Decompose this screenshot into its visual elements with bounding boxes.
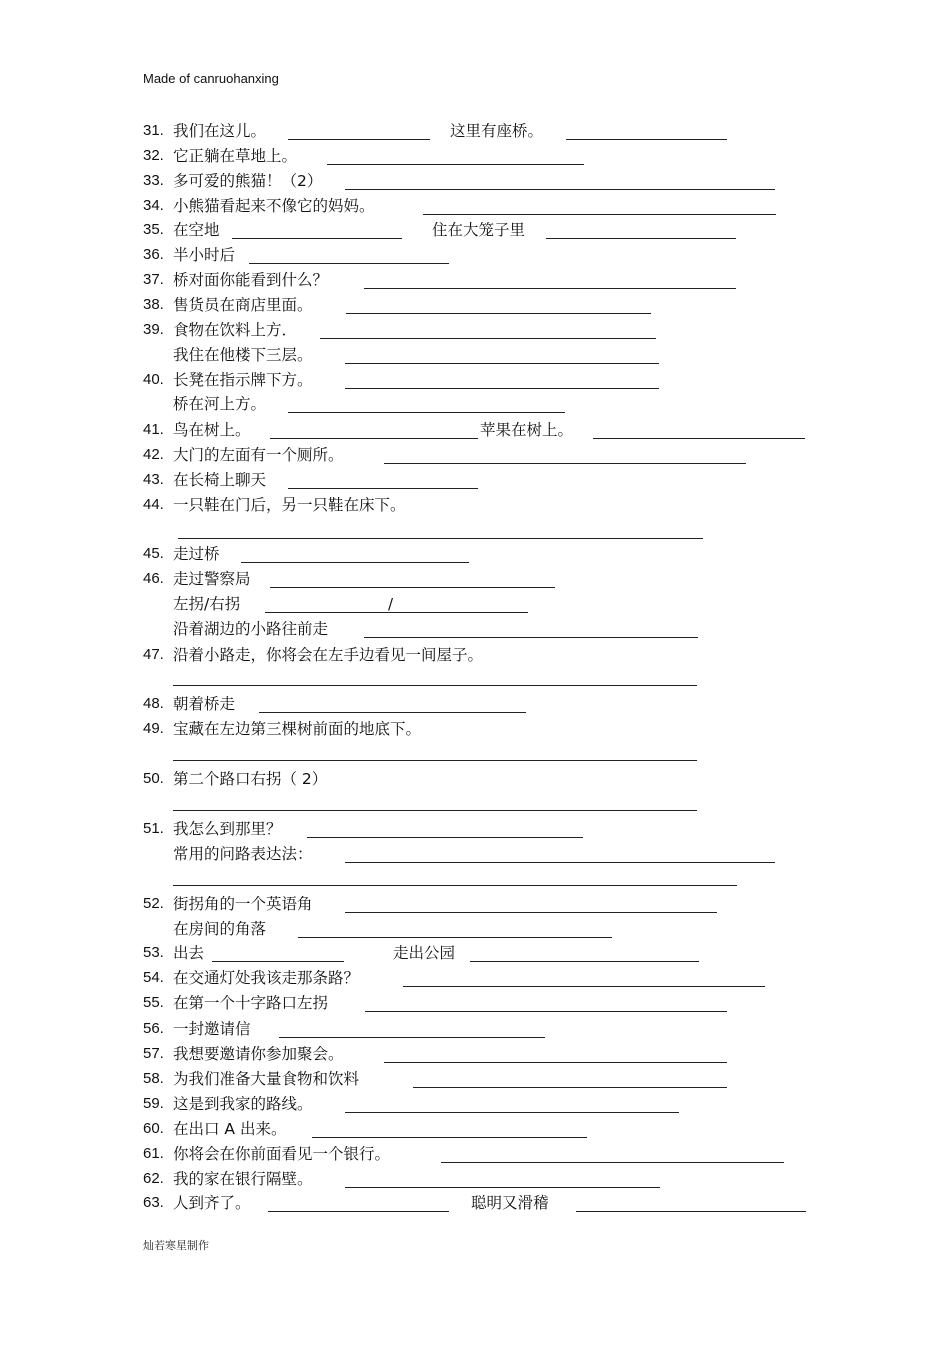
exercise-item bbox=[0, 1068, 950, 1090]
item-prompt: 我们在这儿。 bbox=[173, 122, 267, 140]
exercise-item bbox=[0, 219, 950, 241]
exercise-item bbox=[0, 843, 950, 865]
item-prompt: 街拐角的一个英语角 bbox=[173, 895, 313, 913]
item-number: 53. bbox=[143, 944, 164, 961]
exercise-item bbox=[0, 893, 950, 915]
exercise-item bbox=[0, 494, 950, 516]
answer-blank-line[interactable] bbox=[384, 463, 746, 464]
exercise-item bbox=[0, 195, 950, 217]
item-number: 40. bbox=[143, 371, 164, 388]
item-prompt-secondary: 这里有座桥。 bbox=[450, 122, 544, 140]
answer-blank-line[interactable] bbox=[232, 238, 402, 239]
item-number: 45. bbox=[143, 545, 164, 562]
item-prompt: 半小时后 bbox=[173, 246, 236, 264]
answer-blank-line[interactable] bbox=[320, 338, 656, 339]
answer-blank-line[interactable] bbox=[345, 388, 659, 389]
exercise-item bbox=[0, 543, 950, 565]
answer-blank-line[interactable] bbox=[270, 587, 555, 588]
exercise-item bbox=[0, 568, 950, 590]
item-prompt: 在第一个十字路口左拐 bbox=[173, 994, 329, 1012]
item-prompt: 我住在他楼下三层。 bbox=[173, 346, 313, 364]
item-number: 55. bbox=[143, 994, 164, 1011]
answer-blank-line[interactable] bbox=[423, 214, 776, 215]
item-number: 60. bbox=[143, 1120, 164, 1137]
exercise-item bbox=[0, 1093, 950, 1115]
item-number: 61. bbox=[143, 1145, 164, 1162]
answer-blank-line[interactable] bbox=[345, 363, 659, 364]
item-prompt: 沿着小路走，你将会在左手边看见一间屋子。 bbox=[173, 646, 484, 664]
item-prompt: 出去 bbox=[173, 944, 205, 962]
item-prompt-secondary: 聪明又滑稽 bbox=[471, 1194, 549, 1212]
answer-blank-line[interactable] bbox=[312, 1137, 587, 1138]
answer-blank-line[interactable] bbox=[279, 1037, 545, 1038]
item-number: 56. bbox=[143, 1020, 164, 1037]
exercise-item bbox=[0, 593, 950, 615]
exercise-item bbox=[0, 1168, 950, 1190]
item-prompt: 在出口 A 出来。 bbox=[173, 1120, 287, 1138]
exercise-item bbox=[0, 992, 950, 1014]
item-number: 31. bbox=[143, 122, 164, 139]
exercise-item bbox=[0, 618, 950, 640]
item-number: 34. bbox=[143, 197, 164, 214]
item-prompt: 我怎么到那里？ bbox=[173, 820, 282, 838]
item-prompt: 桥在河上方。 bbox=[173, 395, 267, 413]
answer-blank-line[interactable] bbox=[307, 837, 583, 838]
item-prompt: 左拐/右拐 bbox=[173, 595, 241, 613]
item-number: 43. bbox=[143, 471, 164, 488]
item-number: 39. bbox=[143, 321, 164, 338]
exercise-item bbox=[0, 942, 950, 964]
answer-blank-line[interactable] bbox=[259, 712, 526, 713]
exercise-item bbox=[0, 170, 950, 192]
exercise-item bbox=[0, 1192, 950, 1214]
answer-blank-line[interactable] bbox=[288, 412, 565, 413]
answer-blank-line[interactable] bbox=[345, 862, 775, 863]
exercise-item bbox=[0, 393, 950, 415]
item-prompt-secondary: 住在大笼子里 bbox=[432, 221, 526, 239]
exercise-item bbox=[0, 419, 950, 441]
exercise-item bbox=[0, 1118, 950, 1140]
item-prompt: 朝着桥走 bbox=[173, 695, 236, 713]
exercise-item bbox=[0, 1018, 950, 1040]
answer-blank-line[interactable] bbox=[241, 562, 469, 563]
item-number: 42. bbox=[143, 446, 164, 463]
exercise-item bbox=[0, 768, 950, 790]
answer-blank-line[interactable] bbox=[327, 164, 584, 165]
exercise-item bbox=[0, 145, 950, 167]
item-number: 63. bbox=[143, 1194, 164, 1211]
item-prompt: 在房间的角落 bbox=[173, 920, 267, 938]
exercise-item bbox=[0, 718, 950, 740]
item-prompt: 小熊猫看起来不像它的妈妈。 bbox=[173, 197, 375, 215]
answer-blank-line[interactable] bbox=[173, 685, 697, 686]
answer-blank-line[interactable] bbox=[365, 1011, 727, 1012]
answer-blank-line[interactable] bbox=[265, 612, 528, 613]
answer-blank-line[interactable] bbox=[364, 637, 698, 638]
item-prompt: 它正躺在草地上。 bbox=[173, 147, 298, 165]
item-number: 38. bbox=[143, 296, 164, 313]
exercise-item bbox=[0, 269, 950, 291]
item-number: 41. bbox=[143, 421, 164, 438]
exercise-item bbox=[0, 967, 950, 989]
item-prompt: 我想要邀请你参加聚会。 bbox=[173, 1045, 344, 1063]
item-number: 35. bbox=[143, 221, 164, 238]
item-number: 49. bbox=[143, 720, 164, 737]
item-prompt: 在交通灯处我该走那条路？ bbox=[173, 969, 360, 987]
item-prompt: 一只鞋在门后，另一只鞋在床下。 bbox=[173, 496, 406, 514]
item-prompt: 第二个路口右拐（ 2） bbox=[173, 770, 328, 788]
item-number: 51. bbox=[143, 820, 164, 837]
item-number: 54. bbox=[143, 969, 164, 986]
answer-blank-line[interactable] bbox=[364, 288, 736, 289]
item-number: 33. bbox=[143, 172, 164, 189]
item-number: 58. bbox=[143, 1070, 164, 1087]
answer-blank-line[interactable] bbox=[268, 1211, 449, 1212]
item-prompt: 食物在饮料上方． bbox=[173, 321, 298, 339]
item-prompt: 多可爱的熊猫！（2） bbox=[173, 172, 323, 190]
answer-blank-line[interactable] bbox=[345, 1187, 660, 1188]
item-number: 36. bbox=[143, 246, 164, 263]
exercise-item bbox=[0, 693, 950, 715]
exercise-item bbox=[0, 444, 950, 466]
exercise-item bbox=[0, 120, 950, 142]
answer-blank-line[interactable] bbox=[413, 1087, 727, 1088]
exercise-item bbox=[0, 1143, 950, 1165]
item-prompt-secondary: 苹果在树上。 bbox=[480, 421, 574, 439]
answer-blank-line[interactable] bbox=[403, 986, 765, 987]
answer-blank-line[interactable] bbox=[566, 139, 727, 140]
answer-blank-line[interactable] bbox=[346, 313, 651, 314]
item-prompt: 走过警察局 bbox=[173, 570, 251, 588]
answer-separator: / bbox=[388, 595, 394, 613]
item-prompt-secondary: 走出公园 bbox=[393, 944, 456, 962]
item-prompt: 大门的左面有一个厕所。 bbox=[173, 446, 344, 464]
item-prompt: 一封邀请信 bbox=[173, 1020, 251, 1038]
page-footer: 灿若寒星制作 bbox=[143, 1239, 209, 1252]
answer-blank-line[interactable] bbox=[212, 961, 344, 962]
answer-blank-line[interactable] bbox=[173, 760, 697, 761]
item-number: 50. bbox=[143, 770, 164, 787]
item-prompt: 我的家在银行隔壁。 bbox=[173, 1170, 313, 1188]
item-number: 44. bbox=[143, 496, 164, 513]
item-number: 48. bbox=[143, 695, 164, 712]
answer-blank-line[interactable] bbox=[470, 961, 699, 962]
exercise-item bbox=[0, 244, 950, 266]
item-number: 52. bbox=[143, 895, 164, 912]
item-prompt: 宝藏在左边第三棵树前面的地底下。 bbox=[173, 720, 422, 738]
answer-blank-line[interactable] bbox=[249, 263, 449, 264]
item-number: 47. bbox=[143, 646, 164, 663]
answer-blank-line[interactable] bbox=[593, 438, 805, 439]
item-prompt: 长凳在指示牌下方。 bbox=[173, 371, 313, 389]
item-prompt: 这是到我家的路线。 bbox=[173, 1095, 313, 1113]
answer-blank-line[interactable] bbox=[441, 1162, 784, 1163]
exercise-item bbox=[0, 344, 950, 366]
answer-blank-line[interactable] bbox=[173, 885, 737, 886]
item-prompt: 为我们准备大量食物和饮料 bbox=[173, 1070, 360, 1088]
exercise-item bbox=[0, 1043, 950, 1065]
answer-blank-line[interactable] bbox=[298, 937, 612, 938]
answer-blank-line[interactable] bbox=[576, 1211, 806, 1212]
item-prompt: 鸟在树上。 bbox=[173, 421, 251, 439]
item-number: 37. bbox=[143, 271, 164, 288]
item-number: 32. bbox=[143, 147, 164, 164]
answer-blank-line[interactable] bbox=[546, 238, 736, 239]
exercise-item bbox=[0, 918, 950, 940]
item-number: 57. bbox=[143, 1045, 164, 1062]
item-number: 59. bbox=[143, 1095, 164, 1112]
answer-blank-line[interactable] bbox=[270, 438, 478, 439]
item-prompt: 走过桥 bbox=[173, 545, 220, 563]
answer-blank-line[interactable] bbox=[345, 1112, 679, 1113]
item-number: 62. bbox=[143, 1170, 164, 1187]
item-prompt: 桥对面你能看到什么？ bbox=[173, 271, 329, 289]
item-prompt: 沿着湖边的小路往前走 bbox=[173, 620, 329, 638]
answer-blank-line[interactable] bbox=[288, 139, 430, 140]
answer-blank-line[interactable] bbox=[345, 189, 775, 190]
exercise-item bbox=[0, 818, 950, 840]
exercise-item bbox=[0, 319, 950, 341]
exercise-item bbox=[0, 369, 950, 391]
item-prompt: 你将会在你前面看见一个银行。 bbox=[173, 1145, 391, 1163]
page-header: Made of canruohanxing bbox=[143, 71, 279, 86]
exercise-item bbox=[0, 644, 950, 666]
answer-blank-line[interactable] bbox=[288, 488, 478, 489]
item-number: 46. bbox=[143, 570, 164, 587]
item-prompt: 在空地 bbox=[173, 221, 220, 239]
item-prompt: 人到齐了。 bbox=[173, 1194, 251, 1212]
item-prompt: 常用的问路表达法： bbox=[173, 845, 313, 863]
answer-blank-line[interactable] bbox=[345, 912, 717, 913]
exercise-item bbox=[0, 294, 950, 316]
item-prompt: 在长椅上聊天 bbox=[173, 471, 267, 489]
exercise-item bbox=[0, 469, 950, 491]
answer-blank-line[interactable] bbox=[178, 538, 703, 539]
answer-blank-line[interactable] bbox=[173, 810, 697, 811]
item-prompt: 售货员在商店里面。 bbox=[173, 296, 313, 314]
answer-blank-line[interactable] bbox=[384, 1062, 727, 1063]
